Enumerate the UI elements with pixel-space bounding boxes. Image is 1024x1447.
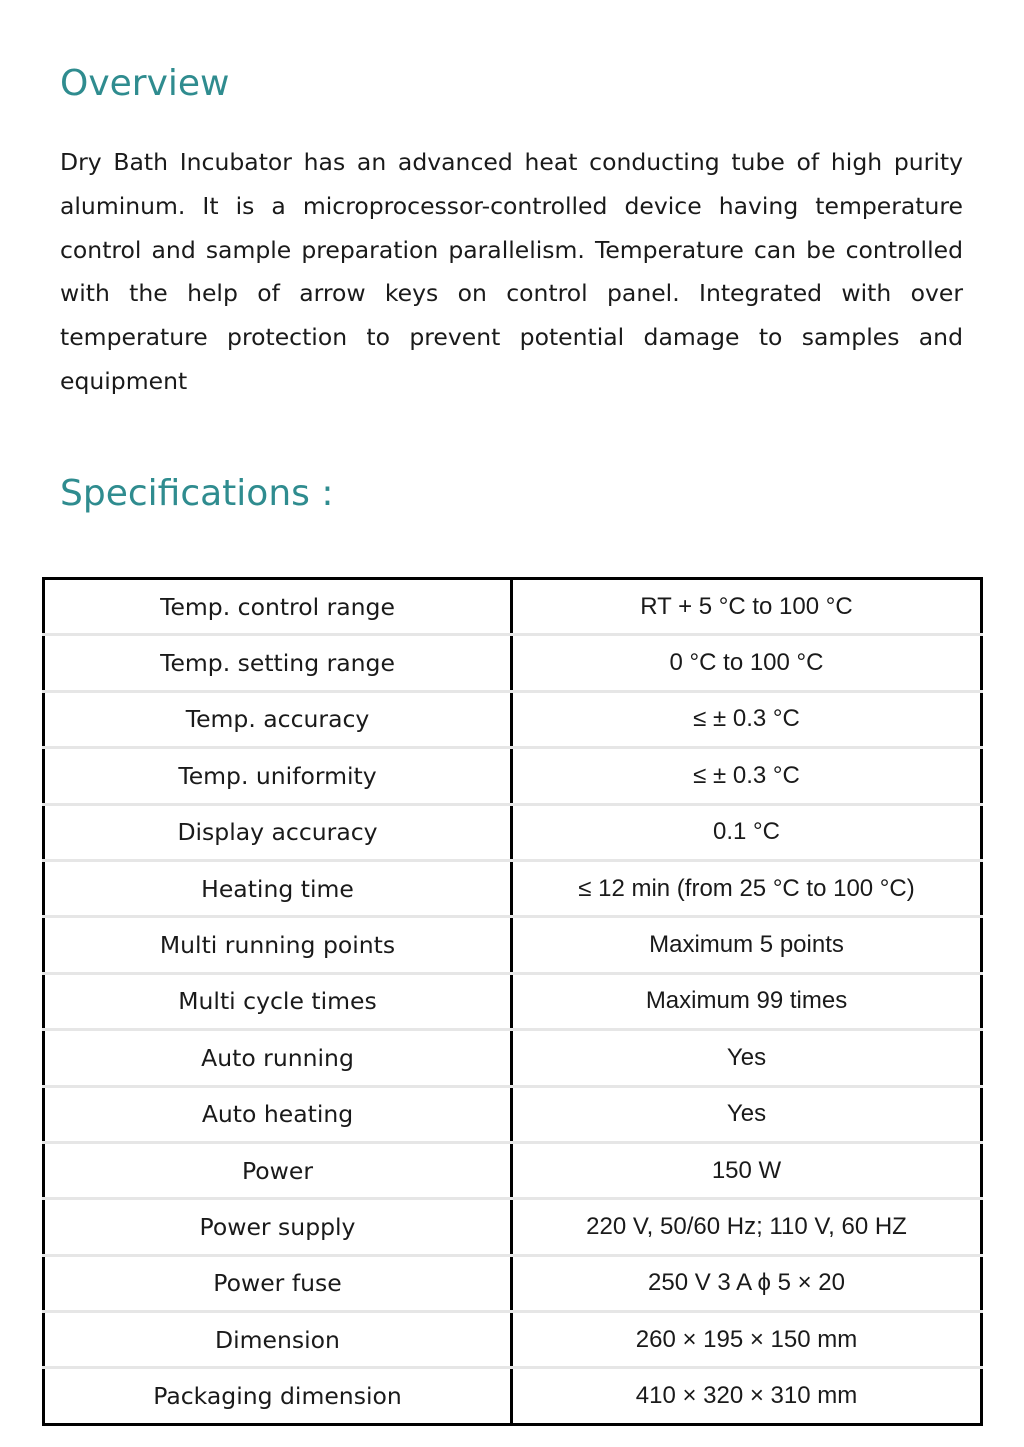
spec-parameter: Temp. accuracy bbox=[44, 691, 512, 747]
spec-value: 220 V, 50/60 Hz; 110 V, 60 HZ bbox=[512, 1199, 982, 1255]
table-row bbox=[44, 1312, 982, 1368]
spec-value: ≤ 12 min (from 25 °C to 100 °C) bbox=[512, 860, 982, 916]
spec-value: Yes bbox=[512, 1086, 982, 1142]
table-row bbox=[44, 635, 982, 691]
spec-value: RT + 5 °C to 100 °C bbox=[512, 579, 982, 635]
spec-parameter: Temp. setting range bbox=[44, 635, 512, 691]
spec-value: 0 °C to 100 °C bbox=[512, 635, 982, 691]
spec-parameter: Temp. uniformity bbox=[44, 748, 512, 804]
table-row bbox=[44, 917, 982, 973]
table-row bbox=[44, 748, 982, 804]
spec-parameter: Display accuracy bbox=[44, 804, 512, 860]
table-row bbox=[44, 691, 982, 747]
spec-parameter: Multi cycle times bbox=[44, 973, 512, 1029]
spec-value: 410 × 320 × 310 mm bbox=[635, 1382, 858, 1410]
spec-parameter: Auto heating bbox=[44, 1086, 512, 1142]
spec-parameter: Power supply bbox=[44, 1199, 512, 1255]
table-row bbox=[44, 579, 982, 635]
spec-parameter: Packaging dimension bbox=[44, 1368, 512, 1424]
spec-parameter: Heating time bbox=[44, 860, 512, 916]
spec-value: 250 V 3 A ϕ 5 × 20 bbox=[512, 1255, 982, 1311]
spec-value: 260 × 195 × 150 mm bbox=[512, 1312, 982, 1368]
spec-value: ≤ ± 0.3 °C bbox=[512, 691, 982, 747]
table-row bbox=[44, 1142, 982, 1198]
spec-parameter: Power bbox=[44, 1142, 512, 1198]
specifications-table bbox=[42, 577, 983, 1426]
table-row bbox=[44, 1030, 982, 1086]
table-row bbox=[44, 973, 982, 1029]
spec-parameter: Power fuse bbox=[44, 1255, 512, 1311]
table-row bbox=[44, 804, 982, 860]
overview-paragraph: Dry Bath Incubator has an advanced heat conducting tube of high purity aluminum. It is a microprocessor-controlled device having temperature control and sample preparation parallelism. Temperature can be controlled with the help of arrow keys on control panel. Integrated with over temperature protection to prevent potential damage to samples and equipment bbox=[60, 148, 963, 395]
spec-value: ≤ ± 0.3 °C bbox=[512, 748, 982, 804]
spec-value: Maximum 5 points bbox=[512, 917, 982, 973]
spec-value: 0.1 °C bbox=[512, 804, 982, 860]
table-row bbox=[44, 1086, 982, 1142]
spec-value: 150 W bbox=[512, 1142, 982, 1198]
spec-parameter: Temp. control range bbox=[44, 579, 512, 635]
table-row bbox=[44, 1199, 982, 1255]
spec-value: Yes bbox=[512, 1030, 982, 1086]
overview-heading: Overview bbox=[60, 63, 230, 104]
table-row bbox=[44, 1368, 982, 1424]
table-row bbox=[44, 1255, 982, 1311]
specifications-heading: Specifications : bbox=[60, 473, 334, 514]
spec-value: Maximum 99 times bbox=[512, 973, 982, 1029]
spec-parameter: Auto running bbox=[44, 1030, 512, 1086]
spec-parameter: Multi running points bbox=[44, 917, 512, 973]
table-row bbox=[44, 860, 982, 916]
spec-parameter: Dimension bbox=[44, 1312, 512, 1368]
